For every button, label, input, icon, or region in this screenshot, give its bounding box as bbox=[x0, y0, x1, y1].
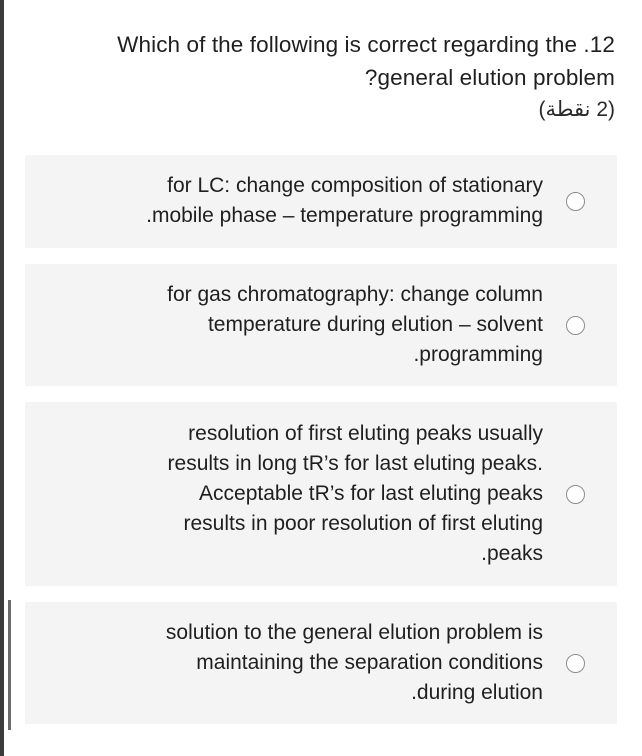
question-line-2: ?general elution problem bbox=[364, 65, 615, 90]
option-3-line-4: results in poor resolution of first eluting bbox=[183, 512, 543, 535]
option-3-text bbox=[73, 419, 543, 569]
option-3-line-1: resolution of first eluting peaks usually bbox=[188, 422, 543, 445]
option-2-line-2: temperature during elution – solvent bbox=[207, 313, 543, 336]
option-4-line-3: .during elution bbox=[411, 681, 543, 704]
option-2-text bbox=[73, 280, 543, 370]
option-3-line-3: Acceptable tR’s for last eluting peaks bbox=[199, 482, 543, 505]
answer-option-1[interactable] bbox=[25, 155, 617, 248]
answer-option-3[interactable] bbox=[25, 402, 617, 586]
option-4-line-2: maintaining the separation conditions bbox=[196, 651, 543, 674]
option-2-radio[interactable] bbox=[566, 316, 585, 335]
option-4-line-1: solution to the general elution problem is bbox=[165, 621, 543, 644]
left-border-line bbox=[0, 0, 4, 756]
answer-option-4[interactable] bbox=[25, 602, 617, 724]
option-3-radio[interactable] bbox=[566, 485, 585, 504]
option-3-line-2: results in long tR’s for last eluting peaks. bbox=[167, 452, 543, 475]
scroll-indicator bbox=[8, 600, 11, 730]
option-2-line-3: .programming bbox=[413, 343, 543, 366]
question-points: (2 نقطة) bbox=[538, 98, 615, 121]
option-2-line-1: for gas chromatography: change column bbox=[167, 283, 543, 306]
option-1-text bbox=[73, 171, 543, 231]
question-line-1: Which of the following is correct regarding the .12 bbox=[117, 32, 615, 57]
question-text bbox=[35, 28, 615, 94]
option-4-text bbox=[73, 618, 543, 708]
option-1-radio[interactable] bbox=[566, 192, 585, 211]
answer-option-2[interactable] bbox=[25, 264, 617, 386]
option-4-radio[interactable] bbox=[566, 654, 585, 673]
option-3-line-5: .peaks bbox=[481, 542, 543, 565]
option-1-line-2: .mobile phase – temperature programming bbox=[146, 204, 543, 227]
option-1-line-1: for LC: change composition of stationary bbox=[167, 174, 543, 197]
